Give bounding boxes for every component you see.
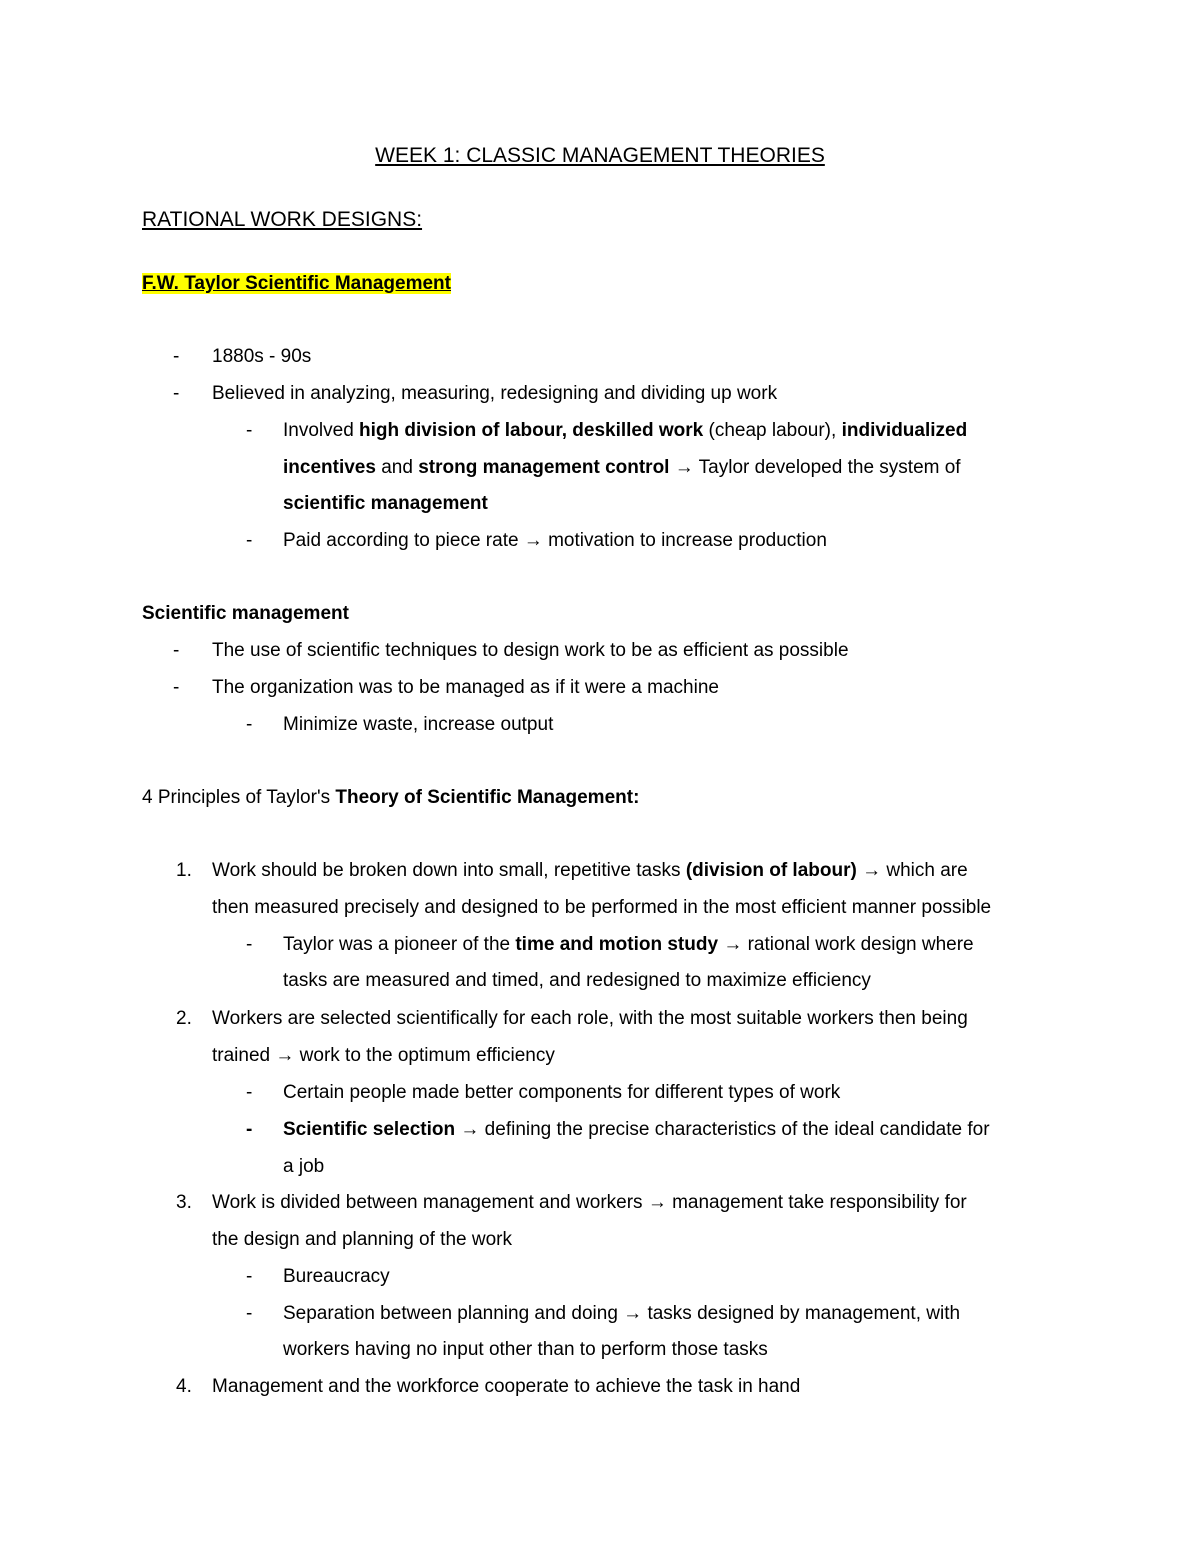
sub-bullet-text <box>283 1118 990 1142</box>
list-item-text: Workers are selected scientifically for each role, with the most suitable workers then being <box>212 1008 968 1029</box>
bullet-text: The organization was to be managed as if it were a machine <box>212 677 719 698</box>
text-run: Work should be broken down into small, repetitive tasks <box>212 860 686 881</box>
list-number: 3. <box>176 1192 192 1213</box>
subheading <box>142 602 349 626</box>
sub-bullet-dash: - <box>246 1266 253 1287</box>
list-item-text <box>212 859 968 883</box>
sub-bullet-text-cont <box>283 492 488 516</box>
bullet-dash: - <box>173 383 180 404</box>
bold-term: individualized <box>841 420 968 441</box>
bold-term: Theory of Scientific Management: <box>335 787 640 808</box>
list-item-text-cont: trained → work to the optimum efficiency <box>212 1045 555 1066</box>
text-run: and <box>375 457 419 478</box>
text-run: → Taylor developed the system of <box>669 457 961 478</box>
sub-bullet-dash: - <box>246 530 253 551</box>
sub-bullet-text-cont <box>283 456 961 480</box>
sub-bullet-text-cont: tasks are measured and timed, and redesigned to maximize efficiency <box>283 970 871 991</box>
sub-bullet-dash: - <box>246 1119 253 1140</box>
text-run: → defining the precise characteristics of the ideal candidate for <box>455 1119 990 1140</box>
bold-term: incentives <box>283 457 376 478</box>
page-title: WEEK 1: CLASSIC MANAGEMENT THEORIES <box>375 144 825 167</box>
highlighted-heading <box>142 272 451 296</box>
list-number: 2. <box>176 1008 192 1029</box>
sub-bullet-dash: - <box>246 714 253 735</box>
text-run: 4 Principles of Taylor's <box>142 787 336 808</box>
bullet-text: The use of scientific techniques to design work to be as efficient as possible <box>212 640 849 661</box>
sub-bullet-dash: - <box>246 934 253 955</box>
list-number: 1. <box>176 860 192 881</box>
list-item-text: Management and the workforce cooperate to achieve the task in hand <box>212 1376 801 1397</box>
bold-term: (division of labour) <box>685 860 857 881</box>
subheading-text: Scientific management <box>142 603 349 624</box>
text-run: Taylor was a pioneer of the <box>283 934 516 955</box>
principles-intro <box>142 786 639 810</box>
bullet-dash: - <box>173 346 180 367</box>
sub-bullet-text: Separation between planning and doing → tasks designed by management, with <box>283 1303 961 1324</box>
list-item-text-cont: the design and planning of the work <box>212 1229 512 1250</box>
text-run: (cheap labour), <box>703 420 842 441</box>
sub-bullet-dash: - <box>246 1303 253 1324</box>
sub-bullet-text: Bureaucracy <box>283 1266 390 1287</box>
section-heading: RATIONAL WORK DESIGNS: <box>142 208 423 231</box>
sub-bullet-text-cont: a job <box>283 1156 325 1177</box>
sub-bullet-text <box>283 933 974 957</box>
sub-bullet-text <box>283 419 967 443</box>
highlighted-heading-text: F.W. Taylor Scientific Management <box>142 273 451 294</box>
bold-term: Scientific selection <box>283 1119 456 1140</box>
text-run: → which are <box>856 860 968 881</box>
bold-term: scientific management <box>283 493 488 514</box>
bold-term: time and motion study <box>515 934 719 955</box>
list-number: 4. <box>176 1376 192 1397</box>
sub-bullet-text-cont: workers having no input other than to perform those tasks <box>283 1339 768 1360</box>
list-item-text-cont: then measured precisely and designed to be performed in the most efficient manner possible <box>212 897 992 918</box>
list-item-text: Work is divided between management and workers → management take responsibility for <box>212 1192 967 1213</box>
bullet-text: 1880s - 90s <box>212 346 312 367</box>
bullet-dash: - <box>173 677 180 698</box>
sub-bullet-text: Minimize waste, increase output <box>283 714 554 735</box>
bullet-dash: - <box>173 640 180 661</box>
sub-bullet-dash: - <box>246 420 253 441</box>
sub-bullet-text: Certain people made better components for different types of work <box>283 1082 841 1103</box>
text-run: → rational work design where <box>718 934 974 955</box>
bold-term: strong management control <box>418 457 670 478</box>
bullet-text: Believed in analyzing, measuring, redesigning and dividing up work <box>212 383 778 404</box>
bold-term: high division of labour, deskilled work <box>359 420 704 441</box>
sub-bullet-text: Paid according to piece rate → motivation to increase production <box>283 530 827 551</box>
text-run: Involved <box>283 420 360 441</box>
sub-bullet-dash: - <box>246 1082 253 1103</box>
